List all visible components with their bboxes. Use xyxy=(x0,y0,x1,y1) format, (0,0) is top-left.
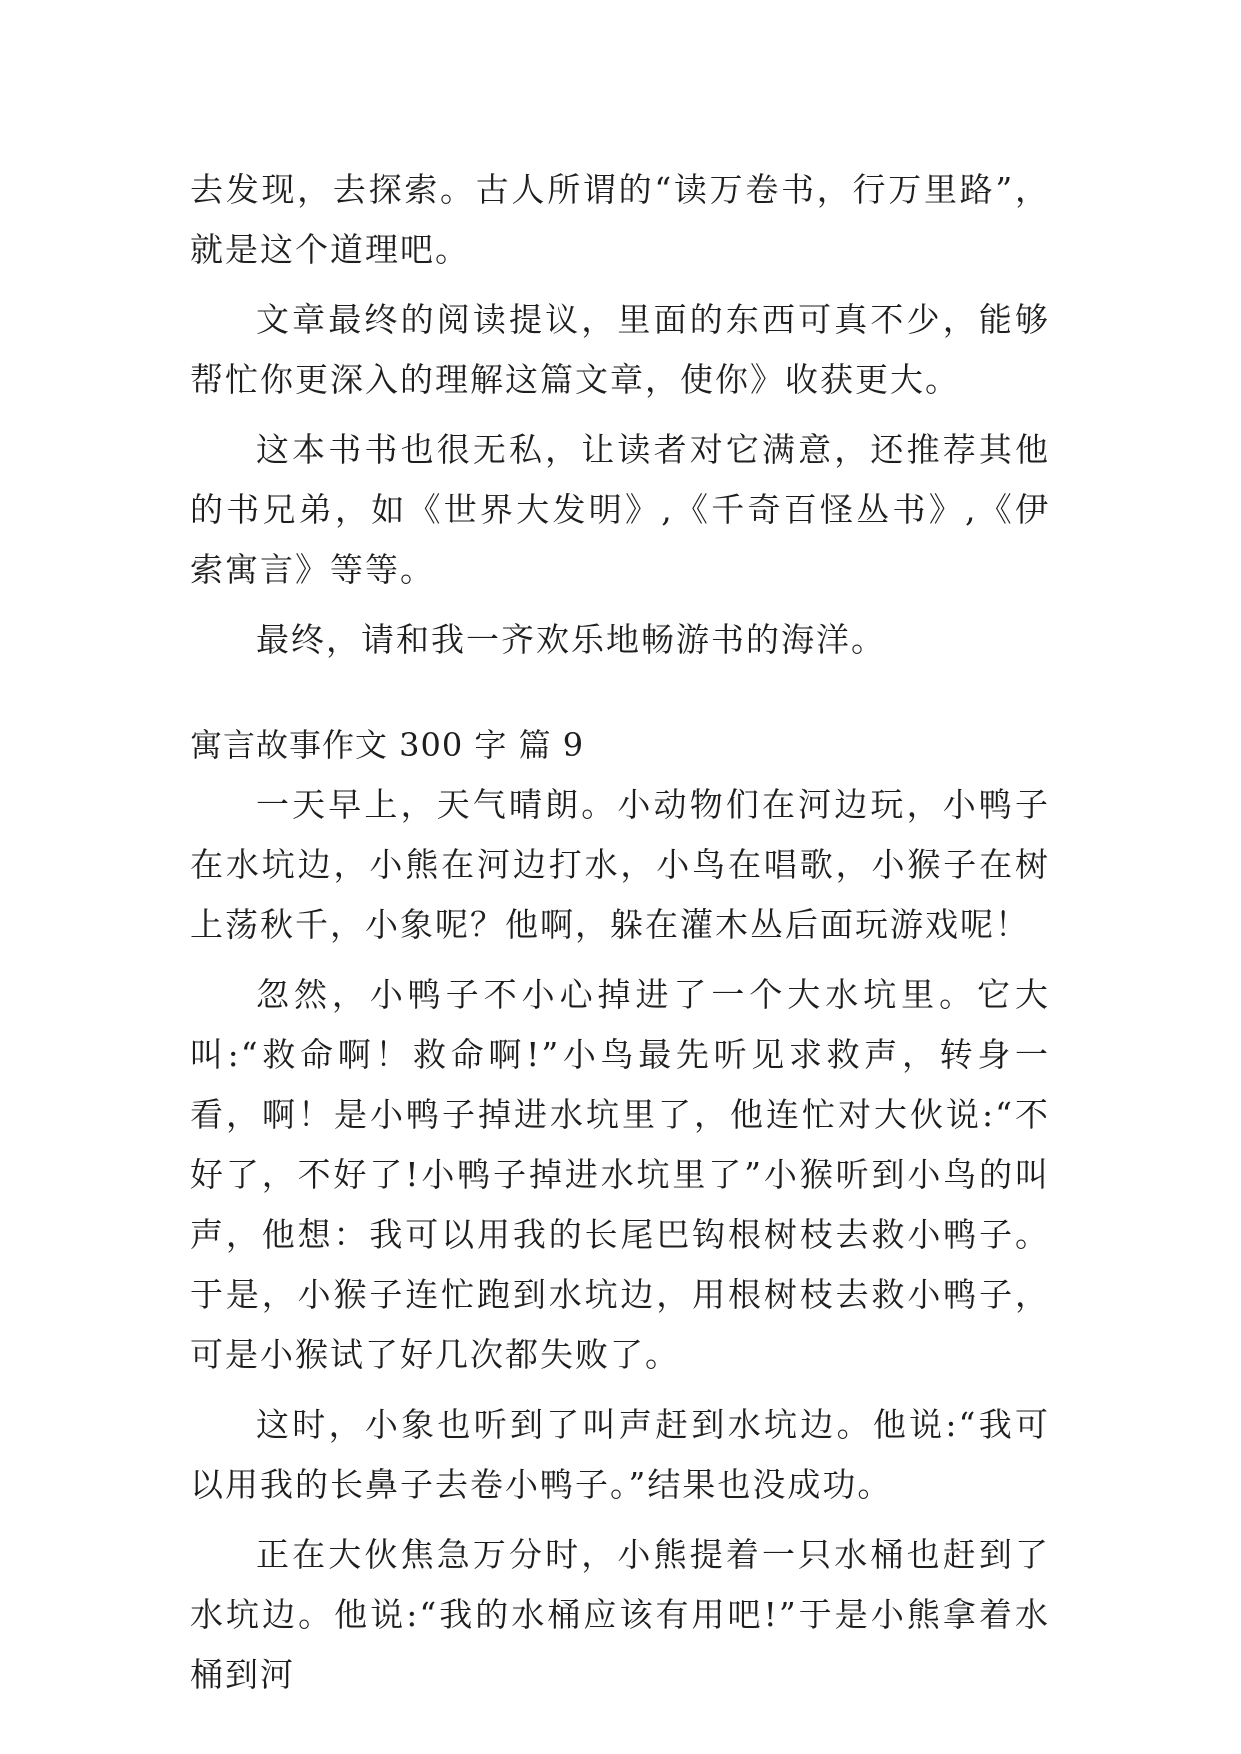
paragraph: 正在大伙焦急万分时，小熊提着一只水桶也赶到了水坑边。他说:“我的水桶应该有用吧!”于是小熊拿着水桶到河 xyxy=(190,1535,1050,1694)
paragraph: 最终，请和我一齐欢乐地畅游书的海洋。 xyxy=(256,620,886,659)
section-heading: 寓言故事作文 300 字 篇 9 xyxy=(190,726,585,764)
paragraph: 文章最终的阅读提议，里面的东西可真不少，能够帮忙你更深入的理解这篇文章，使你》收获更大。 xyxy=(190,300,1050,399)
paragraph: 这时，小象也听到了叫声赶到水坑边。他说:“我可以用我的长鼻子去卷小鸭子。”结果也没成功。 xyxy=(190,1405,1050,1504)
paragraph: 这本书书也很无私，让读者对它满意，还推荐其他的书兄弟，如《世界大发明》,《千奇百怪丛书》,《伊索寓言》等等。 xyxy=(190,430,1050,589)
paragraph: 忽然，小鸭子不小心掉进了一个大水坑里。它大叫:“救命啊！救命啊!”小鸟最先听见求救声，转身一看，啊！是小鸭子掉进水坑里了，他连忙对大伙说:“不好了，不好了!小鸭子掉进水坑里了”小猴听到小鸟的叫声，他想：我可以用我的长尾巴钩根树枝去救小鸭子。于是，小猴子连忙跑到水坑边，用根树枝去救小鸭子，可是小猴试了好几次都失败了。 xyxy=(190,975,1050,1374)
paragraph-gap xyxy=(190,280,1050,290)
paragraph-gap xyxy=(190,1515,1050,1525)
document-body xyxy=(190,160,1050,1705)
paragraph-gap xyxy=(190,600,1050,610)
paragraph: 一天早上，天气晴朗。小动物们在河边玩，小鸭子在水坑边，小熊在河边打水，小鸟在唱歌，小猴子在树上荡秋千，小象呢？他啊，躲在灌木丛后面玩游戏呢！ xyxy=(190,785,1050,944)
paragraph: 去发现，去探索。古人所谓的“读万卷书，行万里路”，就是这个道理吧。 xyxy=(190,170,1050,269)
paragraph-gap xyxy=(190,1385,1050,1395)
paragraph-gap xyxy=(190,410,1050,420)
paragraph-gap xyxy=(190,955,1050,965)
